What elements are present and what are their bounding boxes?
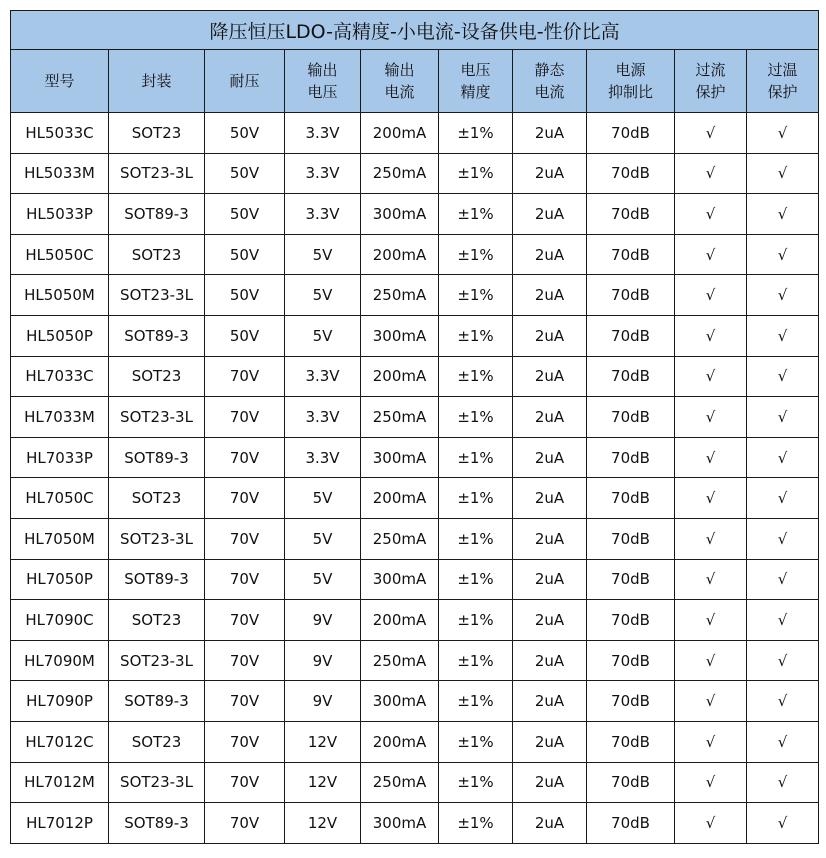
table-row [11,153,819,194]
cell-model: HL5050P [11,315,109,356]
cell-output-current: 200mA [361,356,439,397]
cell-overtemp-protection: √ [747,681,819,722]
table-row [11,559,819,600]
cell-package: SOT23-3L [109,397,205,438]
cell-voltage-accuracy: ±1% [439,518,513,559]
cell-psrr: 70dB [587,721,675,762]
cell-overtemp-protection: √ [747,194,819,235]
cell-withstand-voltage: 50V [205,113,285,154]
cell-output-voltage: 9V [285,681,361,722]
cell-psrr: 70dB [587,113,675,154]
cell-overcurrent-protection: √ [675,721,747,762]
cell-overtemp-protection: √ [747,234,819,275]
cell-quiescent-current: 2uA [513,518,587,559]
cell-package: SOT89-3 [109,559,205,600]
cell-output-current: 200mA [361,113,439,154]
cell-model: HL7012C [11,721,109,762]
cell-psrr: 70dB [587,640,675,681]
cell-package: SOT23 [109,478,205,519]
cell-withstand-voltage: 50V [205,234,285,275]
cell-overcurrent-protection: √ [675,194,747,235]
cell-quiescent-current: 2uA [513,478,587,519]
cell-overcurrent-protection: √ [675,559,747,600]
cell-output-voltage: 5V [285,478,361,519]
cell-withstand-voltage: 70V [205,803,285,844]
cell-withstand-voltage: 70V [205,640,285,681]
cell-voltage-accuracy: ±1% [439,803,513,844]
cell-model: HL7090P [11,681,109,722]
cell-psrr: 70dB [587,275,675,316]
cell-psrr: 70dB [587,234,675,275]
cell-package: SOT23-3L [109,518,205,559]
cell-model: HL7033M [11,397,109,438]
cell-overcurrent-protection: √ [675,437,747,478]
cell-package: SOT23 [109,721,205,762]
cell-voltage-accuracy: ±1% [439,559,513,600]
header-voltage-accuracy [439,50,513,113]
cell-quiescent-current: 2uA [513,681,587,722]
header-overtemp-protection-line: 保护 [767,83,798,101]
header-voltage-accuracy-line: 精度 [460,83,491,101]
cell-voltage-accuracy: ±1% [439,315,513,356]
cell-overtemp-protection: √ [747,275,819,316]
cell-output-voltage: 5V [285,518,361,559]
table-row [11,234,819,275]
cell-output-current: 250mA [361,762,439,803]
table-title: 降压恒压LDO-高精度-小电流-设备供电-性价比高 [11,11,819,50]
table-body [11,113,819,844]
cell-overtemp-protection: √ [747,113,819,154]
cell-output-voltage: 3.3V [285,356,361,397]
header-overcurrent-protection [675,50,747,113]
cell-output-current: 300mA [361,803,439,844]
cell-output-voltage: 12V [285,721,361,762]
cell-withstand-voltage: 70V [205,478,285,519]
cell-model: HL5033M [11,153,109,194]
cell-overcurrent-protection: √ [675,640,747,681]
cell-quiescent-current: 2uA [513,600,587,641]
cell-overtemp-protection: √ [747,397,819,438]
cell-voltage-accuracy: ±1% [439,762,513,803]
cell-output-voltage: 5V [285,559,361,600]
cell-overtemp-protection: √ [747,356,819,397]
cell-psrr: 70dB [587,803,675,844]
table-row [11,478,819,519]
cell-psrr: 70dB [587,762,675,803]
cell-output-voltage: 3.3V [285,437,361,478]
cell-model: HL7090M [11,640,109,681]
table-row [11,681,819,722]
cell-package: SOT89-3 [109,437,205,478]
cell-quiescent-current: 2uA [513,153,587,194]
cell-quiescent-current: 2uA [513,803,587,844]
header-output-voltage [285,50,361,113]
cell-withstand-voltage: 50V [205,153,285,194]
cell-overcurrent-protection: √ [675,397,747,438]
table-row [11,275,819,316]
cell-overtemp-protection: √ [747,721,819,762]
cell-withstand-voltage: 70V [205,397,285,438]
cell-quiescent-current: 2uA [513,315,587,356]
table-row [11,803,819,844]
cell-overtemp-protection: √ [747,478,819,519]
header-output-voltage-line: 电压 [307,83,338,101]
cell-voltage-accuracy: ±1% [439,640,513,681]
cell-output-current: 300mA [361,315,439,356]
cell-voltage-accuracy: ±1% [439,275,513,316]
cell-voltage-accuracy: ±1% [439,721,513,762]
cell-quiescent-current: 2uA [513,721,587,762]
cell-quiescent-current: 2uA [513,234,587,275]
header-overcurrent-protection-line: 过流 [695,61,726,79]
cell-model: HL5033C [11,113,109,154]
cell-output-current: 250mA [361,518,439,559]
cell-overtemp-protection: √ [747,559,819,600]
cell-overtemp-protection: √ [747,803,819,844]
cell-package: SOT23-3L [109,762,205,803]
cell-quiescent-current: 2uA [513,356,587,397]
cell-overcurrent-protection: √ [675,762,747,803]
cell-psrr: 70dB [587,153,675,194]
cell-model: HL7033P [11,437,109,478]
cell-overcurrent-protection: √ [675,153,747,194]
cell-overcurrent-protection: √ [675,600,747,641]
cell-package: SOT89-3 [109,194,205,235]
table-row [11,356,819,397]
cell-output-voltage: 9V [285,640,361,681]
cell-overtemp-protection: √ [747,153,819,194]
cell-voltage-accuracy: ±1% [439,194,513,235]
cell-output-voltage: 5V [285,275,361,316]
cell-overcurrent-protection: √ [675,275,747,316]
cell-psrr: 70dB [587,559,675,600]
cell-voltage-accuracy: ±1% [439,113,513,154]
header-psrr-line: 电源 [615,61,646,79]
cell-psrr: 70dB [587,681,675,722]
ldo-spec-table [10,10,819,844]
cell-output-voltage: 3.3V [285,194,361,235]
cell-model: HL7050P [11,559,109,600]
ldo-spec-table-container [10,10,819,844]
header-quiescent-current-line: 电流 [534,83,565,101]
header-output-current [361,50,439,113]
cell-withstand-voltage: 70V [205,559,285,600]
cell-output-current: 300mA [361,559,439,600]
cell-output-current: 250mA [361,397,439,438]
cell-package: SOT89-3 [109,803,205,844]
cell-output-voltage: 5V [285,234,361,275]
cell-withstand-voltage: 50V [205,315,285,356]
cell-model: HL7012M [11,762,109,803]
cell-voltage-accuracy: ±1% [439,397,513,438]
table-row [11,518,819,559]
cell-withstand-voltage: 50V [205,275,285,316]
cell-withstand-voltage: 70V [205,356,285,397]
table-row [11,194,819,235]
cell-overtemp-protection: √ [747,518,819,559]
cell-output-current: 300mA [361,194,439,235]
cell-quiescent-current: 2uA [513,640,587,681]
table-row [11,600,819,641]
cell-voltage-accuracy: ±1% [439,356,513,397]
header-output-current-line: 电流 [384,83,415,101]
cell-model: HL7012P [11,803,109,844]
cell-withstand-voltage: 50V [205,194,285,235]
cell-output-voltage: 5V [285,315,361,356]
cell-voltage-accuracy: ±1% [439,600,513,641]
table-row [11,397,819,438]
cell-psrr: 70dB [587,356,675,397]
header-overtemp-protection [747,50,819,113]
header-model [11,50,109,113]
cell-package: SOT23 [109,234,205,275]
header-overtemp-protection-line: 过温 [767,61,798,79]
cell-overcurrent-protection: √ [675,478,747,519]
cell-overtemp-protection: √ [747,437,819,478]
table-row [11,721,819,762]
cell-psrr: 70dB [587,194,675,235]
cell-voltage-accuracy: ±1% [439,437,513,478]
cell-psrr: 70dB [587,518,675,559]
header-quiescent-current [513,50,587,113]
header-withstand-voltage [205,50,285,113]
cell-output-current: 200mA [361,478,439,519]
cell-overcurrent-protection: √ [675,234,747,275]
cell-output-current: 200mA [361,600,439,641]
header-psrr-line: 抑制比 [607,83,653,101]
table-row [11,762,819,803]
cell-voltage-accuracy: ±1% [439,478,513,519]
cell-package: SOT23-3L [109,153,205,194]
cell-model: HL5050C [11,234,109,275]
cell-voltage-accuracy: ±1% [439,153,513,194]
cell-overtemp-protection: √ [747,640,819,681]
cell-output-voltage: 3.3V [285,397,361,438]
header-quiescent-current-line: 静态 [534,61,565,79]
cell-model: HL7050C [11,478,109,519]
cell-output-voltage: 3.3V [285,113,361,154]
cell-overtemp-protection: √ [747,315,819,356]
cell-overcurrent-protection: √ [675,113,747,154]
header-output-current-line: 输出 [384,61,415,79]
cell-quiescent-current: 2uA [513,194,587,235]
cell-overtemp-protection: √ [747,600,819,641]
header-row [11,50,819,113]
cell-output-voltage: 12V [285,762,361,803]
cell-quiescent-current: 2uA [513,275,587,316]
cell-output-current: 200mA [361,721,439,762]
table-row [11,113,819,154]
cell-output-current: 250mA [361,640,439,681]
table-row [11,315,819,356]
cell-withstand-voltage: 70V [205,437,285,478]
cell-model: HL5050M [11,275,109,316]
cell-output-voltage: 12V [285,803,361,844]
cell-package: SOT23 [109,113,205,154]
cell-model: HL7090C [11,600,109,641]
cell-psrr: 70dB [587,397,675,438]
cell-output-voltage: 9V [285,600,361,641]
cell-quiescent-current: 2uA [513,437,587,478]
table-row [11,437,819,478]
cell-package: SOT89-3 [109,681,205,722]
cell-model: HL7050M [11,518,109,559]
cell-quiescent-current: 2uA [513,762,587,803]
cell-overtemp-protection: √ [747,762,819,803]
table-row [11,640,819,681]
cell-withstand-voltage: 70V [205,681,285,722]
cell-voltage-accuracy: ±1% [439,681,513,722]
cell-psrr: 70dB [587,315,675,356]
header-package-line: 封装 [141,72,172,90]
cell-overcurrent-protection: √ [675,681,747,722]
title-row [11,11,819,50]
cell-package: SOT23 [109,600,205,641]
cell-model: HL7033C [11,356,109,397]
cell-overcurrent-protection: √ [675,356,747,397]
cell-output-current: 200mA [361,234,439,275]
cell-psrr: 70dB [587,600,675,641]
cell-withstand-voltage: 70V [205,721,285,762]
cell-package: SOT23-3L [109,640,205,681]
header-psrr [587,50,675,113]
cell-quiescent-current: 2uA [513,559,587,600]
cell-withstand-voltage: 70V [205,518,285,559]
cell-withstand-voltage: 70V [205,600,285,641]
cell-output-voltage: 3.3V [285,153,361,194]
cell-withstand-voltage: 70V [205,762,285,803]
cell-output-current: 300mA [361,437,439,478]
cell-package: SOT89-3 [109,315,205,356]
cell-model: HL5033P [11,194,109,235]
cell-psrr: 70dB [587,478,675,519]
cell-output-current: 250mA [361,275,439,316]
cell-overcurrent-protection: √ [675,315,747,356]
cell-overcurrent-protection: √ [675,803,747,844]
cell-output-current: 250mA [361,153,439,194]
cell-package: SOT23-3L [109,275,205,316]
header-withstand-voltage-line: 耐压 [229,72,260,90]
cell-overcurrent-protection: √ [675,518,747,559]
cell-quiescent-current: 2uA [513,397,587,438]
cell-psrr: 70dB [587,437,675,478]
cell-voltage-accuracy: ±1% [439,234,513,275]
header-overcurrent-protection-line: 保护 [695,83,726,101]
header-output-voltage-line: 输出 [307,61,338,79]
header-model-line: 型号 [44,72,75,90]
header-package [109,50,205,113]
cell-output-current: 300mA [361,681,439,722]
cell-package: SOT23 [109,356,205,397]
cell-quiescent-current: 2uA [513,113,587,154]
header-voltage-accuracy-line: 电压 [460,61,491,79]
